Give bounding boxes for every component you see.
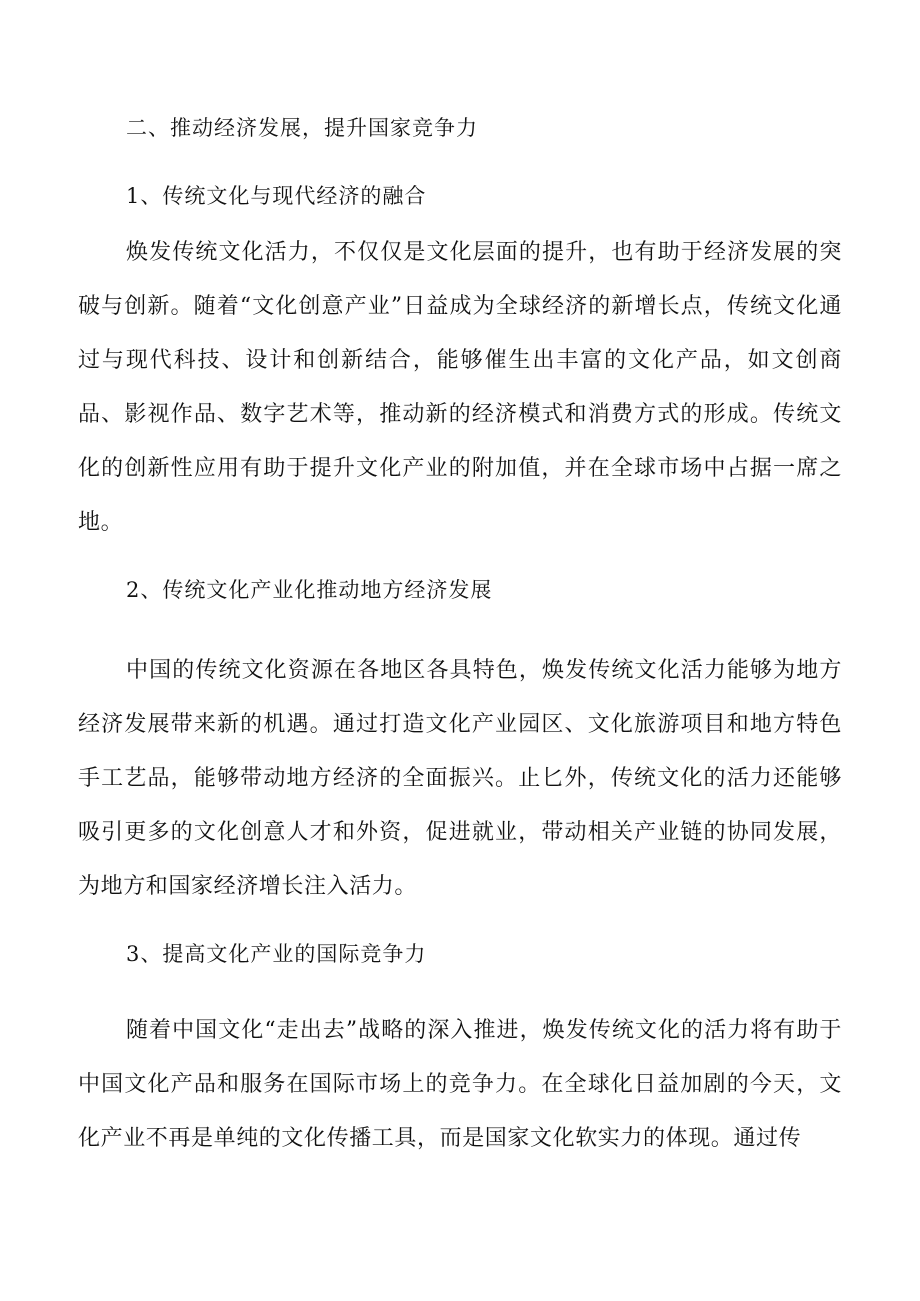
paragraph-3: 随着中国文化“走出去”战略的深入推进，焕发传统文化的活力将有助于中国文化产品和服务在国际市场上的竞争力。在全球化日益加剧的今天，文化产业不再是单纯的文化传播工具，而是国家文化软实力的体现。通过传 [78, 1018, 842, 1151]
subsection-heading-1: 1、传统文化与现代经济的融合 [126, 184, 427, 208]
paragraph-2: 中国的传统文化资源在各地区各具特色，焕发传统文化活力能够为地方经济发展带来新的机遇。通过打造文化产业园区、文化旅游项目和地方特色手工艺品，能够带动地方经济的全面振兴。止匕外，传统文化的活力还能够吸引更多的文化创意人才和外资，促进就业，带动相关产业链的协同发展，为地方和国家经济增长注入活力。 [78, 658, 842, 899]
subsection-heading-2: 2、传统文化产业化推动地方经济发展 [126, 578, 493, 602]
paragraph-1: 焕发传统文化活力，不仅仅是文化层面的提升，也有助于经济发展的突破与创新。随着“文化创意产业”日益成为全球经济的新增长点，传统文化通过与现代科技、设计和创新结合，能够催生出丰富的文化产品，如文创商品、影视作品、数字艺术等，推动新的经济模式和消费方式的形成。传统文化的创新性应用有助于提升文化产业的附加值，并在全球市场中占据一席之地。 [78, 240, 842, 535]
subsection-heading-3: 3、提高文化产业的国际竞争力 [126, 942, 427, 966]
section-heading: 二、推动经济发展，提升国家竞争力 [126, 116, 478, 140]
